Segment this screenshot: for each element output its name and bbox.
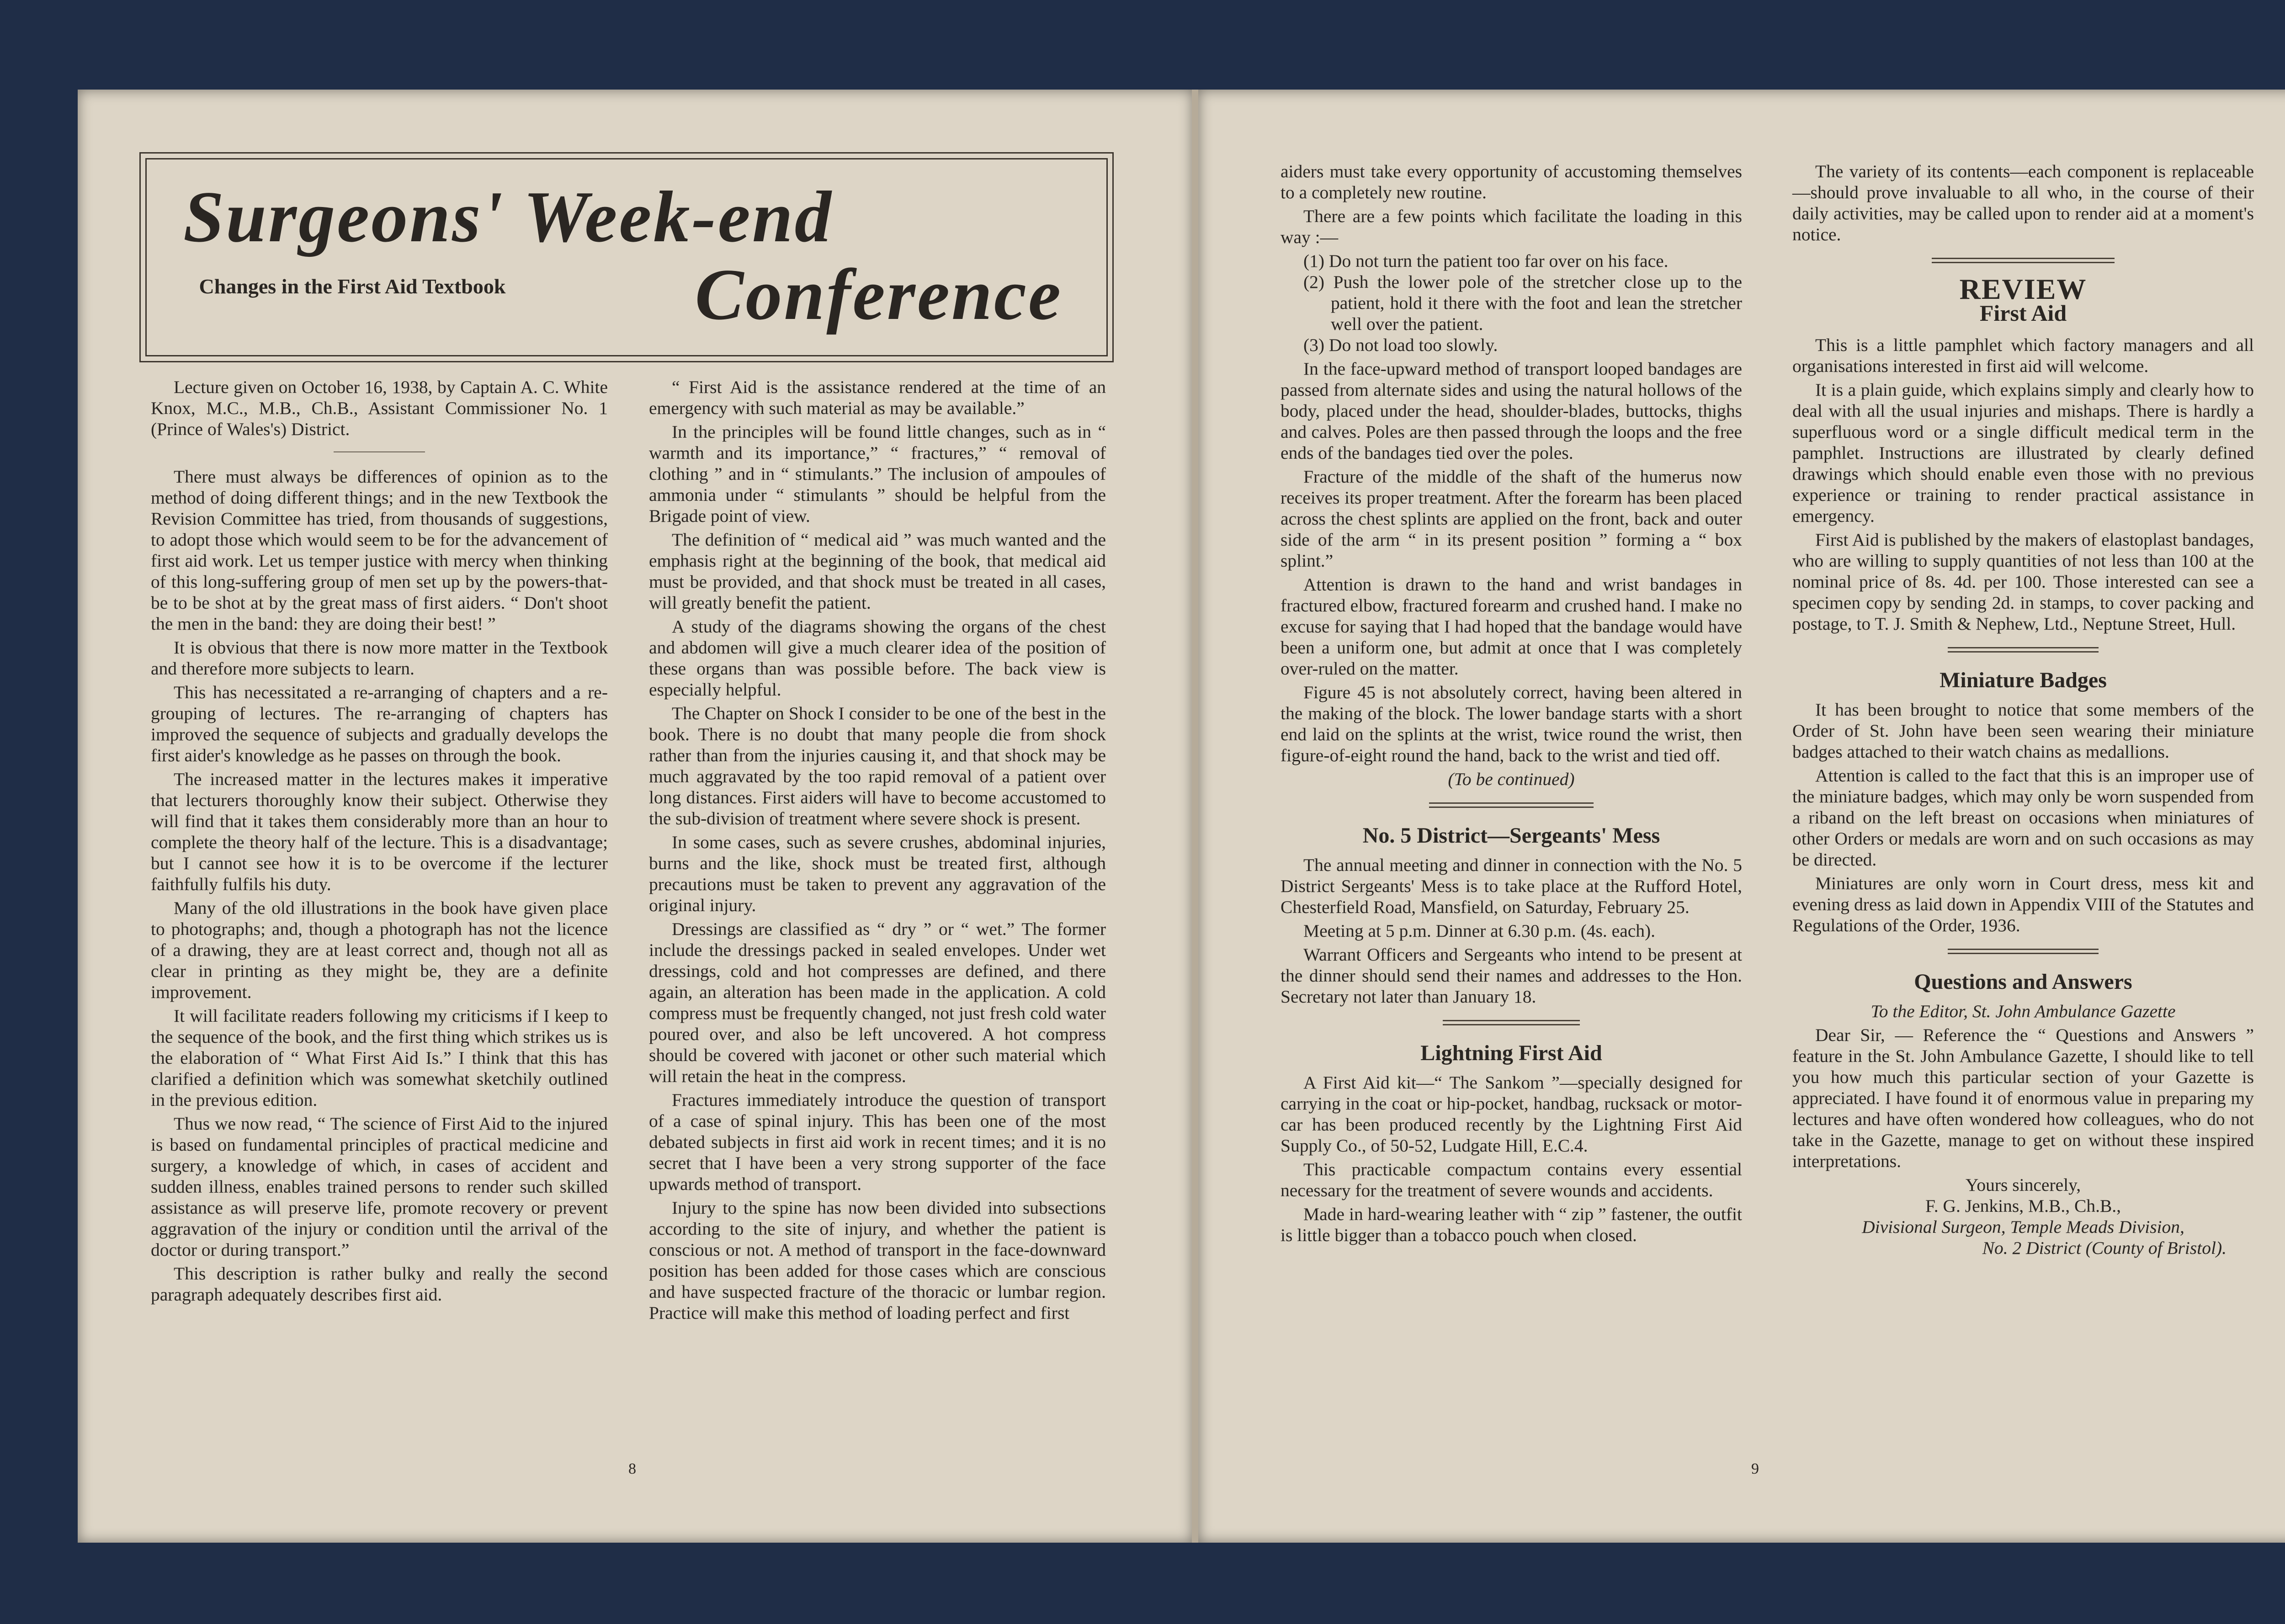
paragraph: Figure 45 is not absolutely correct, having been altered in the making of the block. The lower bandage starts with a short end laid on the splints at the wrist, twice round the wrist, then figure-of-eight round the hand, back to the wrist and tied off. bbox=[1281, 682, 1742, 765]
paragraph: There must always be differences of opinion as to the method of doing different things; and in the new Textbook the Revision Committee has tried, from thousands of suggestions, to adopt those which would seem to be for the advancement of first aid work. Let us temper justice with mercy when thinking of this long-suffering group of men set up by the powers-that-be to be shot at by the great mass of first aiders. “ Don't shoot the men in the band: they are doing their best! ” bbox=[151, 467, 608, 634]
paragraph: This has necessitated a re-arranging of chapters and a re-grouping of lectures. The re-arranging of chapters has improved the sequence of subjects and gradually develops the first aider's knowledge as he passes on through the book. bbox=[151, 682, 608, 765]
letter-signature: F. G. Jenkins, M.B., Ch.B., bbox=[1925, 1196, 2121, 1216]
review-heading: REVIEW bbox=[1959, 273, 2087, 305]
divider bbox=[334, 451, 425, 452]
article-subtitle: Changes in the First Aid Textbook bbox=[199, 275, 506, 298]
divider bbox=[1948, 949, 2099, 954]
divider bbox=[1948, 647, 2099, 653]
paragraph: It is a plain guide, which explains simply and clearly how to deal with all the usual injuries and mishaps. There is hardly a superfluous word or a single difficult medical term in the pamphlet. Instructions are illustrated by clearly defined drawings which should enable even those with no previous experience or training to render practical assistance in emergency. bbox=[1792, 380, 2254, 526]
paragraph: A First Aid kit—“ The Sankom ”—specially designed for carrying in the coat or hip-pocket, handbag, rucksack or motor-car has been produced recently by the Lightning First Aid Supply Co., of 50-52, Ludgate Hill, E.C.4. bbox=[1281, 1072, 1742, 1156]
section-heading-badges: Miniature Badges bbox=[1940, 668, 2107, 692]
paragraph: It is obvious that there is now more matter in the Textbook and therefore more subjects to learn. bbox=[151, 637, 608, 679]
divider bbox=[1429, 802, 1594, 808]
section-heading-mess: No. 5 District—Sergeants' Mess bbox=[1362, 823, 1660, 848]
left-column-2 bbox=[649, 377, 1106, 1326]
paragraph: Many of the old illustrations in the book have given place to photographs; and, though a photograph has not the licence of a drawing, they are at least correct and, though not all as clear in printing as they might be, they are a definite improvement. bbox=[151, 898, 608, 1002]
paragraph: It will facilitate readers following my criticisms if I keep to the sequence of the book, and the first thing which strikes us is the elaboration of “ What First Aid Is.” I think that this has clarified a definition which was somewhat sketchily outlined in the previous edition. bbox=[151, 1006, 608, 1110]
paragraph: A study of the diagrams showing the organs of the chest and abdomen will give a much clearer idea of the position of these organs than was possible before. The back view is especially helpful. bbox=[649, 616, 1106, 700]
section-heading-lightning: Lightning First Aid bbox=[1420, 1041, 1602, 1065]
letter-signature-district: No. 2 District (County of Bristol). bbox=[1982, 1238, 2227, 1258]
paragraph: In the face-upward method of transport looped bandages are passed from alternate sides and using the natural hollows of the body, placed under the head, shoulder-blades, buttocks, thighs and calves. Poles are then passed through the loops and the free ends of the bandages tied over the poles. bbox=[1281, 359, 1742, 463]
paragraph: This description is rather bulky and really the second paragraph adequately describes first aid. bbox=[151, 1263, 608, 1305]
section-heading-qa: Questions and Answers bbox=[1914, 970, 2132, 994]
left-page bbox=[78, 90, 1193, 1543]
paragraph: It has been brought to notice that some members of the Order of St. John have been seen wearing their miniature badges attached to their watch chains as medallions. bbox=[1792, 700, 2254, 762]
letter-closing: Yours sincerely, bbox=[1965, 1175, 2081, 1195]
paragraph: Lecture given on October 16, 1938, by Captain A. C. White Knox, M.C., M.B., Ch.B., Assistant Commissioner No. 1 (Prince of Wales's) District. bbox=[151, 377, 608, 439]
article-title-box bbox=[145, 158, 1108, 356]
list-item: (1) Do not turn the patient too far over on his face. bbox=[1303, 251, 1669, 271]
article-title-line1: Surgeons' Week-end bbox=[183, 176, 833, 257]
divider bbox=[1443, 1020, 1580, 1025]
letter-signature-title: Divisional Surgeon, Temple Meads Division, bbox=[1862, 1217, 2184, 1237]
paragraph: This practicable compactum contains every essential necessary for the treatment of severe wounds and accidents. bbox=[1281, 1159, 1742, 1200]
page-number: 9 bbox=[1751, 1460, 1759, 1477]
paragraph: aiders must take every opportunity of accustoming themselves to a completely new routine. bbox=[1281, 161, 1742, 202]
right-page bbox=[1198, 90, 2285, 1543]
left-column-1 bbox=[151, 377, 608, 1308]
list-item: (3) Do not load too slowly. bbox=[1303, 335, 1498, 355]
paragraph: Dear Sir, — Reference the “ Questions and Answers ” feature in the St. John Ambulance Gazette, I should like to tell you how much this particular section of your Gazette is appreciated. I have found it of enormous value in preparing my lectures and have often wondered how colleagues, who do not take in the Gazette, manage to get on without these inspired interpretations. bbox=[1792, 1025, 2254, 1171]
paragraph: This is a little pamphlet which factory managers and all organisations interested in first aid will welcome. bbox=[1792, 335, 2254, 376]
paragraph: There are a few points which facilitate the loading in this way :— bbox=[1281, 206, 1742, 247]
paragraph: Miniatures are only worn in Court dress, mess kit and evening dress as laid down in Appendix VIII of the Statutes and Regulations of the Order, 1936. bbox=[1792, 873, 2254, 935]
paragraph: Made in hard-wearing leather with “ zip ” fastener, the outfit is little bigger than a tobacco pouch when closed. bbox=[1281, 1204, 1742, 1245]
paragraph: The variety of its contents—each component is replaceable—should prove invaluable to all who, in the course of their daily activities, may be called upon to render aid at a moment's notice. bbox=[1792, 161, 2254, 244]
paragraph: Fractures immediately introduce the question of transport of a case of spinal injury. This has been one of the most debated subjects in first aid work in recent times; and it is no secret that I have been a very strong supporter of the face upwards method of transport. bbox=[649, 1090, 1106, 1194]
paragraph: “ First Aid is the assistance rendered at the time of an emergency with such material as may be available.” bbox=[649, 377, 1106, 418]
paragraph: Injury to the spine has now been divided into subsections according to the site of injury, and whether the patient is conscious or not. A method of transport in the face-downward position has been added for those cases which are conscious and have suspected fracture of the thoracic or lumbar region. Practice will make this method of loading perfect and first bbox=[649, 1198, 1106, 1323]
paragraph: The Chapter on Shock I consider to be one of the best in the book. There is no doubt that many people die from shock rather than from the injuries causing it, and that shock may be much aggravated by the too rapid removal of a patient over long distances. First aiders will have to become accustomed to the sub-division of treatment where severe shock is present. bbox=[649, 703, 1106, 828]
article-title-line2: Conference bbox=[695, 254, 1063, 335]
right-column-2 bbox=[1792, 161, 2254, 1258]
review-subheading: First Aid bbox=[1979, 300, 2067, 326]
right-column-1 bbox=[1281, 161, 1742, 1248]
paragraph: First Aid is published by the makers of elastoplast bandages, who are willing to supply quantities of not less than 100 at the nominal price of 8s. 4d. per 100. Those interested can see a specimen copy by sending 2d. in stamps, to cover packing and postage, to T. J. Smith & Nephew, Ltd., Neptune Street, Hull. bbox=[1792, 530, 2254, 634]
page-number: 8 bbox=[628, 1460, 636, 1477]
paragraph: Attention is called to the fact that this is an improper use of the miniature badges, which may only be worn suspended from a riband on the left breast on occasions when miniatures of other Orders or medals are worn and on such occasions as may be directed. bbox=[1792, 765, 2254, 870]
paragraph: The definition of “ medical aid ” was much wanted and the emphasis right at the beginning of the book, that medical aid must be provided, and that shock must be treated in all cases, will greatly benefit the patient. bbox=[649, 530, 1106, 613]
paragraph: Warrant Officers and Sergeants who intend to be present at the dinner should send their names and addresses to the Hon. Secretary not later than January 18. bbox=[1281, 945, 1742, 1007]
letter-addressee: To the Editor, St. John Ambulance Gazette bbox=[1871, 1001, 2176, 1021]
paragraph: Meeting at 5 p.m. Dinner at 6.30 p.m. (4s. each). bbox=[1303, 921, 1656, 941]
paragraph: Thus we now read, “ The science of First Aid to the injured is based on fundamental principles of practical medicine and surgery, a knowledge of which, in cases of accident and sudden illness, enables trained persons to render such skilled assistance as will preserve life, promote recovery or prevent aggravation of the injury or condition until the arrival of the doctor or during transport.” bbox=[151, 1114, 608, 1260]
divider bbox=[1932, 258, 2115, 263]
paragraph: The annual meeting and dinner in connection with the No. 5 District Sergeants' Mess is to take place at the Rufford Hotel, Chesterfield Road, Mansfield, on Saturday, February 25. bbox=[1281, 855, 1742, 917]
paragraph: The increased matter in the lectures makes it imperative that lecturers thoroughly know their subject. Otherwise they will find that it takes them considerably more than an hour to complete the theory half of the lecture. This is a disadvantage; but I cannot see how it is to be overcome if the lecturer faithfully fulfils his duty. bbox=[151, 769, 608, 894]
paragraph: In some cases, such as severe crushes, abdominal injuries, burns and the like, shock must be treated first, although precautions must be taken to prevent any aggravation of the original injury. bbox=[649, 832, 1106, 915]
paragraph: Attention is drawn to the hand and wrist bandages in fractured elbow, fractured forearm and crushed hand. I make no excuse for saying that I had hoped that the bandage would have been a uniform one, but admit at once that I was completely over-ruled on the matter. bbox=[1281, 574, 1742, 679]
paragraph: Fracture of the middle of the shaft of the humerus now receives its proper treatment. After the forearm has been placed across the chest splints are applied on the front, back and outer side of the arm “ in its present position ” forming a “ box splint.” bbox=[1281, 467, 1742, 571]
paragraph: In the principles will be found little changes, such as in “ warmth and its importance,” “ fractures,” “ removal of clothing ” and in “ stimulants.” The inclusion of ampoules of ammonia under “ stimulants ” should be helpful from the Brigade point of view. bbox=[649, 422, 1106, 526]
continued-note: (To be continued) bbox=[1448, 769, 1575, 789]
paragraph: Dressings are classified as “ dry ” or “ wet.” The former include the dressings packed in sealed envelopes. Under wet dressings, cold and hot compresses are defined, and there again, an alteration has been made in the application. A cold compress must be frequently changed, not just fresh cold water poured over, and also be left uncovered. A hot compress should be covered with jaconet or other such material which will retain the heat in the compress. bbox=[649, 919, 1106, 1086]
list-item: (2) Push the lower pole of the stretcher close up to the patient, hold it there with the foot and lean the stretcher well over the patient. bbox=[1303, 272, 1742, 334]
